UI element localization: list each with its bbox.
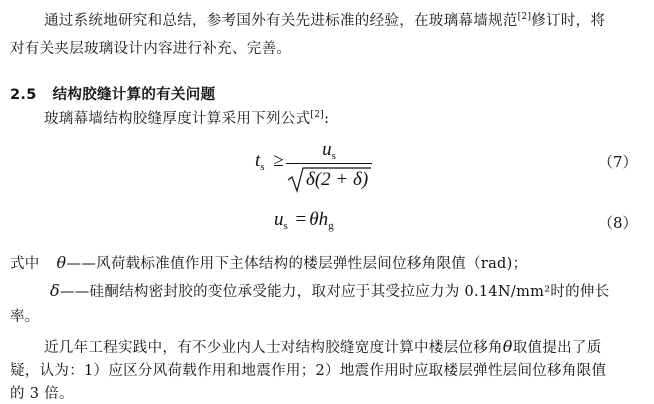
theta-symbol: θ bbox=[56, 253, 67, 272]
eq7-lhs bbox=[255, 150, 284, 172]
eq7-denominator bbox=[286, 164, 372, 194]
section-title: 结构胶缝计算的有关问题 bbox=[52, 87, 216, 103]
para1-line1 bbox=[44, 11, 605, 31]
eq8-lhs-var: u bbox=[274, 209, 284, 230]
para2-line bbox=[44, 109, 329, 129]
delta-definition: ——硅酮结构密封胶的变位承受能力，取对应于其受拉应力为 0.14N/mm²时的伸长 bbox=[59, 284, 610, 300]
def-delta-line bbox=[50, 281, 610, 302]
para3-line1 bbox=[44, 337, 602, 358]
def-theta-line bbox=[10, 253, 527, 274]
para1-line2: 对有关夹层玻璃设计内容进行补充、完善。 bbox=[10, 41, 292, 57]
reference-marker: [2] bbox=[310, 110, 325, 120]
theta-symbol: θ bbox=[502, 337, 513, 356]
para1-text-b: 修订时，将 bbox=[531, 13, 606, 29]
eq8-expr bbox=[274, 209, 334, 231]
delta-symbol: δ bbox=[50, 281, 60, 300]
para2-colon: : bbox=[324, 111, 330, 127]
eq7-num-sub: s bbox=[331, 150, 336, 162]
para3-line2: 疑，认为：1）应区分风荷载作用和地震作用；2）地震作用时应取楼层弹性层间位移角限值 bbox=[10, 363, 607, 379]
para1-text-a: 通过系统地研究和总结，参考国外有关先进标准的经验，在玻璃幕墙规范 bbox=[44, 13, 518, 29]
eq8-lhs-sub: s bbox=[283, 220, 288, 232]
eq7-lhs-sub: s bbox=[260, 161, 265, 173]
theta-definition: ——风荷载标准值作用下主体结构的楼层弹性层间位移角限值（rad)； bbox=[66, 256, 528, 272]
eq8-equals: = bbox=[295, 209, 307, 230]
defs-prefix: 式中 bbox=[10, 256, 40, 272]
eq8-h: h bbox=[318, 209, 329, 230]
para3-line3: 的 3 倍。 bbox=[10, 386, 74, 402]
def-delta-cont: 率。 bbox=[10, 309, 40, 325]
eq7-den-expr: δ(2 + δ) bbox=[306, 169, 369, 190]
section-number: 2.5 bbox=[10, 87, 37, 103]
eq8-label: （8） bbox=[598, 214, 638, 232]
eq7-lhs-var: t bbox=[255, 150, 261, 171]
eq7-fraction bbox=[286, 139, 372, 194]
eq7-operator: ≥ bbox=[273, 150, 284, 171]
eq8-h-sub: g bbox=[328, 220, 334, 232]
reference-marker: [2] bbox=[517, 12, 532, 22]
para3-text-a: 近几年工程实践中，有不少业内人士对结构胶缝宽度计算中楼层位移角 bbox=[44, 340, 503, 356]
para3-text-b: 取值提出了质 bbox=[512, 340, 602, 356]
eq8-theta: θ bbox=[309, 209, 319, 230]
eq7-numerator bbox=[286, 139, 372, 163]
para2-text: 玻璃幕墙结构胶缝厚度计算采用下列公式 bbox=[44, 111, 311, 127]
section-heading bbox=[10, 85, 215, 105]
eq7-num-var: u bbox=[322, 139, 332, 160]
eq7-label: （7） bbox=[598, 153, 638, 171]
